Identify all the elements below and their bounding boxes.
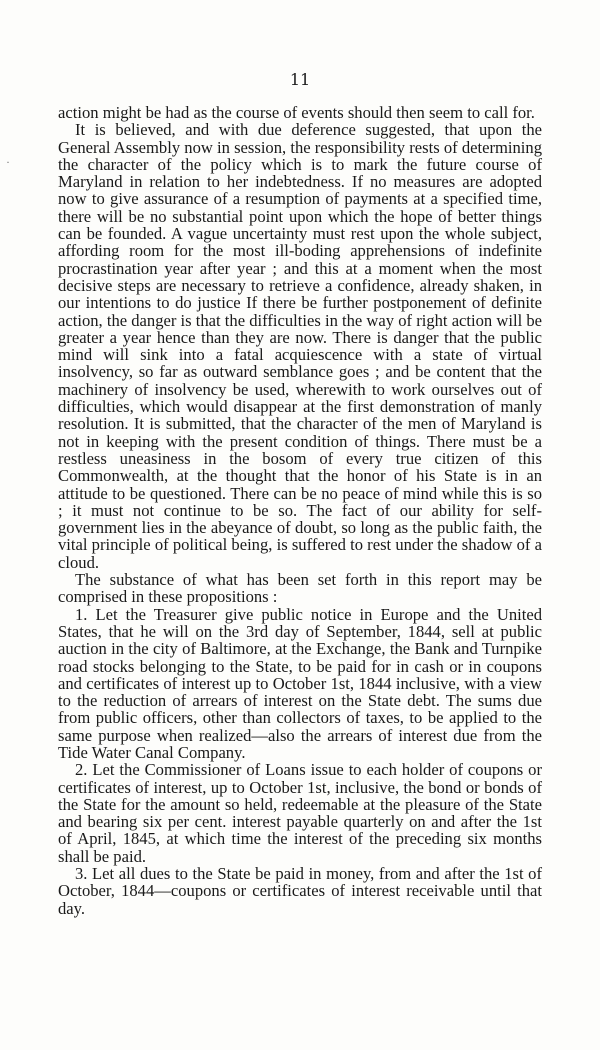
paragraph-substance: The substance of what has been set forth in this report may be comprised in these propositions : — [58, 570, 542, 607]
margin-speck: · — [6, 155, 10, 169]
proposition-2: 2. Let the Commissioner of Loans issue to each holder of coupons or certificates of interest, up to October 1st, inclusive, the bond or bonds of the State for the amount so held, redeemable at the pleasure of the State and bearing six per cent. interest payable quarterly on and after the 1st of April, 1845, at which time the interest of the preceding six months shall be paid. — [58, 760, 542, 866]
paragraph-general-assembly: It is believed, and with due deference suggested, that upon the General Assembly now in session, the responsibility rests of determining the character of the policy which is to mark the future course of Maryland in relation to her indebtedness. If no measures are adopted now to give assurance of a resumption of payments at a specified time, there will be no substantial point upon which the hope of better things can be founded. A vague uncertainty must rest upon the whole subject, affording room for the most ill-boding apprehensions of indefinite procrastination year after year ; and this at a moment when the most decisive steps are necessary to retrieve a confidence, already shaken, in our intentions to do justice If there be further postponement of definite action, the danger is that the difficulties in the way of right action will be greater a year hence than they are now. There is danger that the public mind will sink into a fatal acquiescence with a state of virtual insolvency, so far as outward semblance goes ; and be content that the machinery of insolvency be used, wherewith to work ourselves out of difficulties, which would disappear at the first demonstration of manly resolution. It is submitted, that the character of the men of Maryland is not in keeping with the present condition of things. There must be a restless uneasiness in the bosom of every true citizen of this Commonwealth, at the thought that the honor of his State is in an attitude to be questioned. There can be no peace of mind while this is so ; it must not continue to be so. The fact of our ability for self-government lies in the abeyance of doubt, so long as the public faith, the vital principle of political being, is suffered to rest under the shadow of a cloud. — [58, 120, 543, 572]
paragraph-continuation: action might be had as the course of events should then seem to call for. — [58, 103, 535, 122]
page-number: 11 — [289, 70, 311, 89]
proposition-3: 3. Let all dues to the State be paid in money, from and after the 1st of October, 1844—coupons or certificates of interest receivable until that day. — [58, 864, 542, 918]
proposition-1: 1. Let the Treasurer give public notice in Europe and the United States, that he will on the 3rd day of September, 1844, sell at public auction in the city of Baltimore, at the Exchange, the Bank and Turnpike road stocks belonging to the State, to be paid for in cash or in coupons and certificates of interest up to October 1st, 1844 inclusive, with a view to the reduction of arrears of interest on the State debt. The sums due from public officers, other than collectors of taxes, to be applied to the same purpose when realized—also the arrears of interest due from the Tide Water Canal Company. — [58, 604, 542, 762]
report-body — [58, 104, 542, 917]
